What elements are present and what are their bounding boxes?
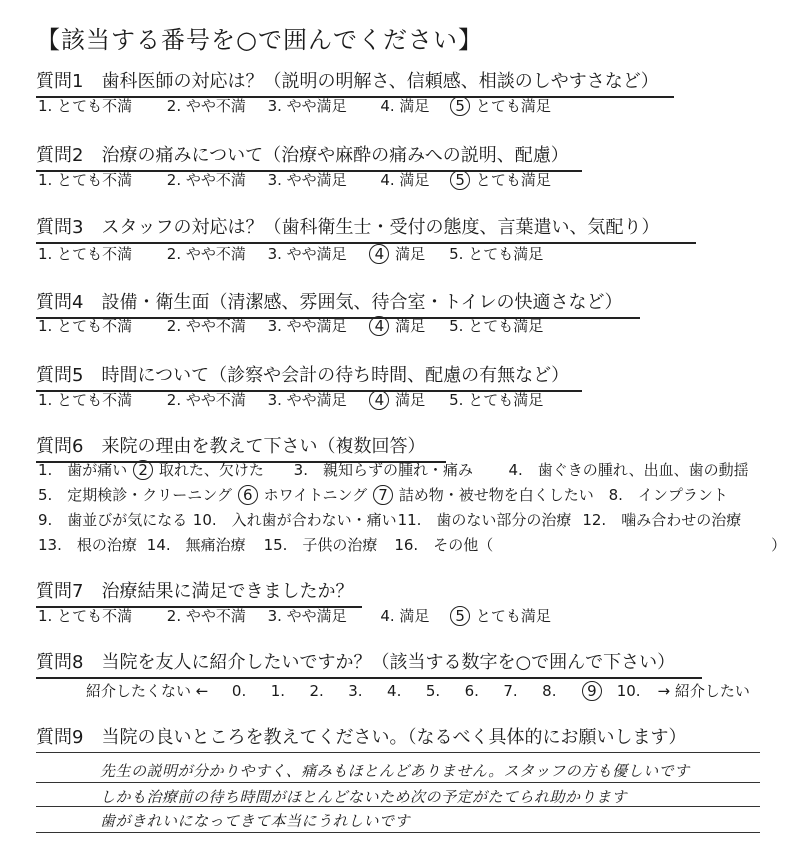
q6-option-9[interactable]: 9. 歯並びが気になる [38, 511, 188, 529]
q8-num-7[interactable]: 7. [503, 682, 518, 700]
q4-option-2[interactable]: 2. やや不満 [166, 317, 246, 335]
q2-option-5[interactable]: 5 とても満足 [449, 170, 551, 190]
question-7-label: 質問7 治療結果に満足できましたか？ [36, 581, 354, 602]
q8-num-6[interactable]: 6. [464, 682, 479, 700]
q3-option-1[interactable]: 1. とても不満 [38, 245, 133, 263]
question-9-label: 質問9 当院の良いところを教えてください。（なるべく具体的にお願いします） [36, 727, 687, 748]
q6-option-6[interactable]: ホワイトニング [263, 486, 368, 504]
answer-line-0 [36, 752, 760, 753]
q5-option-3[interactable]: 3. やや満足 [267, 391, 347, 409]
q6-option-7[interactable]: 詰め物・被せ物を白くしたい [398, 486, 594, 504]
q8-num-2[interactable]: 2. [309, 682, 324, 700]
q8-scale [86, 680, 750, 701]
question-4-options [38, 316, 543, 336]
q3-circled-answer: 4 [369, 244, 389, 264]
q3-option-2[interactable]: 2. やや不満 [166, 245, 246, 263]
q6-option-11[interactable]: 11. 歯のない部分の治療 [397, 511, 572, 529]
q1-option-5[interactable]: 5 とても満足 [449, 96, 551, 116]
q6-row-1 [38, 460, 749, 480]
question-3-options [38, 244, 543, 264]
q1-option-4[interactable]: 4. 満足 [380, 97, 430, 115]
q6-option-8[interactable]: 8. インプラント [608, 486, 728, 504]
question-5-options [38, 390, 543, 410]
q5-option-2[interactable]: 2. やや不満 [166, 391, 246, 409]
answer-line-2 [36, 806, 760, 807]
q3-option-3[interactable]: 3. やや満足 [267, 245, 347, 263]
handwritten-line-3: 歯がきれいになってきて本当にうれしいです [100, 812, 411, 830]
q1-circled-answer: 5 [450, 96, 470, 116]
q8-circled-answer[interactable]: 9 [582, 681, 602, 701]
q8-scale-right-label: → 紹介したい [657, 682, 750, 700]
q4-option-4[interactable]: 4 満足 [368, 316, 444, 336]
question-2-label: 質問2 治療の痛みについて（治療や麻酔の痛みへの説明、配慮） [36, 145, 569, 166]
q7-option-3[interactable]: 3. やや満足 [267, 607, 347, 625]
q1-option-3[interactable]: 3. やや満足 [267, 97, 347, 115]
q5-option-5[interactable]: 5. とても満足 [449, 391, 544, 409]
q6-option-14[interactable]: 14. 無痛治療 [146, 536, 246, 554]
q6-option-2[interactable]: 取れた、欠けた [158, 461, 264, 479]
question-7-options [38, 606, 551, 626]
q6-option-12[interactable]: 12. 噛み合わせの治療 [582, 511, 742, 529]
question-1-options [38, 96, 551, 116]
q7-option-4[interactable]: 4. 満足 [380, 607, 430, 625]
q6-option-13[interactable]: 13. 根の治療 [38, 536, 137, 554]
q7-option-1[interactable]: 1. とても不満 [38, 607, 133, 625]
question-8-label: 質問8 当院を友人に紹介したいですか？（該当する数字を○で囲んで下さい） [36, 652, 676, 673]
q2-option-3[interactable]: 3. やや満足 [267, 171, 347, 189]
question-1-label: 質問1 歯科医師の対応は？（説明の明解さ、信頼感、相談のしやすさなど） [36, 71, 659, 92]
q6-option-5[interactable]: 5. 定期検診・クリーニング [38, 486, 233, 504]
question-3-label: 質問3 スタッフの対応は？（歯科衛生士・受付の態度、言葉遣い、気配り） [36, 217, 660, 238]
answer-line-1 [36, 782, 760, 783]
q4-circled-answer: 4 [369, 316, 389, 336]
q6-option-4[interactable]: 4. 歯ぐきの腫れ、出血、歯の動揺 [508, 461, 749, 479]
q6-row-2 [38, 485, 728, 505]
q6-circled-answer-7[interactable]: 7 [373, 485, 393, 505]
q6-option-10[interactable]: 10. 入れ歯が合わない・痛い [192, 511, 397, 529]
q4-option-3[interactable]: 3. やや満足 [267, 317, 347, 335]
question-8-underline [36, 677, 702, 679]
q6-circled-answer-2[interactable]: 2 [133, 460, 153, 480]
question-4-label: 質問4 設備・衛生面（清潔感、雰囲気、待合室・トイレの快適さなど） [36, 292, 623, 313]
q6-option-3[interactable]: 3. 親知らずの腫れ・痛み [293, 461, 473, 479]
handwritten-line-2: しかも治療前の待ち時間がほとんどないため次の予定がたてられ助かります [100, 788, 628, 806]
q8-num-3[interactable]: 3. [348, 682, 363, 700]
handwritten-line-1: 先生の説明が分かりやすく、痛みもほとんどありません。スタッフの方も優しいです [100, 762, 690, 780]
q5-option-4[interactable]: 4 満足 [368, 390, 444, 410]
q6-option-16-close: ） [771, 536, 787, 554]
q6-circled-answer-6[interactable]: 6 [238, 485, 258, 505]
q6-row-3 [38, 510, 741, 530]
q3-option-4[interactable]: 4 満足 [368, 244, 444, 264]
q1-option-2[interactable]: 2. やや不満 [166, 97, 246, 115]
question-2-options [38, 170, 551, 190]
q8-num-8[interactable]: 8. [542, 682, 557, 700]
q2-option-4[interactable]: 4. 満足 [380, 171, 430, 189]
q4-option-5[interactable]: 5. とても満足 [449, 317, 544, 335]
q1-option-1[interactable]: 1. とても不満 [38, 97, 133, 115]
q2-option-1[interactable]: 1. とても不満 [38, 171, 133, 189]
q4-option-1[interactable]: 1. とても不満 [38, 317, 133, 335]
question-6-label: 質問6 来院の理由を教えて下さい（複数回答） [36, 436, 426, 457]
answer-line-3 [36, 832, 760, 833]
form-title: 【該当する番号を○で囲んでください】 [36, 26, 483, 54]
q2-option-2[interactable]: 2. やや不満 [166, 171, 246, 189]
q8-num-0[interactable]: 0. [231, 682, 247, 700]
question-5-label: 質問5 時間について（診察や会計の待ち時間、配慮の有無など） [36, 365, 570, 386]
q7-option-2[interactable]: 2. やや不満 [166, 607, 246, 625]
q8-scale-left-label: 紹介したくない ← [86, 682, 209, 700]
q3-option-5[interactable]: 5. とても満足 [449, 245, 544, 263]
q6-option-16[interactable]: 16. その他（ [394, 536, 494, 554]
q5-circled-answer: 4 [369, 390, 389, 410]
q8-num-5[interactable]: 5. [425, 682, 441, 700]
q8-num-4[interactable]: 4. [387, 682, 402, 700]
q6-row-4 [38, 535, 786, 555]
q7-option-5[interactable]: 5 とても満足 [449, 606, 551, 626]
q2-circled-answer: 5 [450, 170, 470, 190]
q6-option-15[interactable]: 15. 子供の治療 [263, 536, 378, 554]
q8-num-1[interactable]: 1. [270, 682, 285, 700]
q8-num-10[interactable]: 10. [616, 682, 641, 700]
q7-circled-answer: 5 [450, 606, 470, 626]
q6-option-1[interactable]: 1. 歯が痛い [38, 461, 128, 479]
q5-option-1[interactable]: 1. とても不満 [38, 391, 133, 409]
